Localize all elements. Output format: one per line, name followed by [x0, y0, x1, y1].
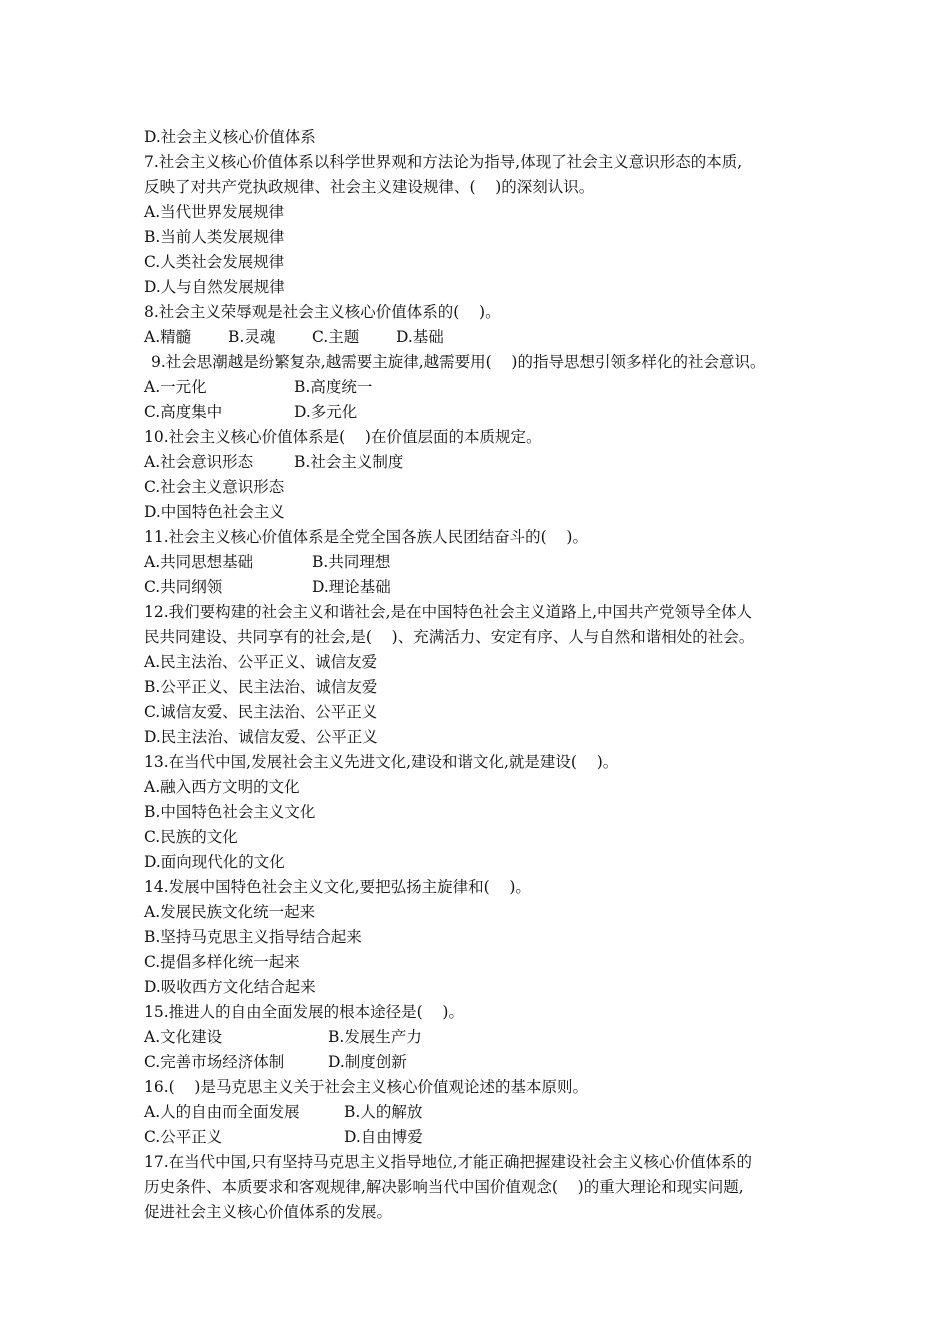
- q11-option-d: D.理论基础: [312, 578, 391, 596]
- q14-option-c: C.提倡多样化统一起来: [144, 953, 300, 971]
- q7-option-c: C.人类社会发展规律: [144, 253, 285, 271]
- q12-option-b: B.公平正义、民主法治、诚信友爱: [144, 678, 378, 696]
- q10-option-a: A.社会意识形态: [144, 453, 254, 471]
- q9-option-d: D.多元化: [294, 403, 358, 421]
- q14-option-b: B.坚持马克思主义指导结合起来: [144, 928, 362, 946]
- q13-option-a: A.融入西方文明的文化: [144, 778, 300, 796]
- q17-question-line-2: 历史条件、本质要求和客观规律,解决影响当代中国价值观念( )的重大理论和现实问题,: [144, 1178, 744, 1196]
- q8-question: 8.社会主义荣辱观是社会主义核心价值体系的( )。: [144, 303, 501, 321]
- q15-question: 15.推进人的自由全面发展的根本途径是( )。: [144, 1003, 464, 1021]
- q16-option-b: B.人的解放: [344, 1103, 423, 1121]
- q13-option-c: C.民族的文化: [144, 828, 238, 846]
- q15-option-c: C.完善市场经济体制: [144, 1053, 285, 1071]
- q10-question: 10.社会主义核心价值体系是( )在价值层面的本质规定。: [144, 428, 542, 446]
- q16-question: 16.( )是马克思主义关于社会主义核心价值观论述的基本原则。: [144, 1078, 588, 1096]
- q9-option-c: C.高度集中: [144, 403, 223, 421]
- q10-option-d: D.中国特色社会主义: [144, 503, 285, 521]
- q12-question-line-1: 12.我们要构建的社会主义和谐社会,是在中国特色社会主义道路上,中国共产党领导全体人: [144, 603, 753, 621]
- q12-option-a: A.民主法治、公平正义、诚信友爱: [144, 653, 378, 671]
- q9-question: 9.社会思潮越是纷繁复杂,越需要主旋律,越需要用( )的指导思想引领多样化的社会意识。: [151, 353, 766, 371]
- q10-option-c: C.社会主义意识形态: [144, 478, 285, 496]
- q7-option-d: D.人与自然发展规律: [144, 278, 285, 296]
- q7-question-line-1: 7.社会主义核心价值体系以科学世界观和方法论为指导,体现了社会主义意识形态的本质,: [144, 153, 743, 171]
- q15-option-d: D.制度创新: [328, 1053, 407, 1071]
- q6-option-d: D.社会主义核心价值体系: [144, 128, 316, 146]
- q11-option-c: C.共同纲领: [144, 578, 223, 596]
- q13-option-b: B.中国特色社会主义文化: [144, 803, 316, 821]
- q7-option-b: B.当前人类发展规律: [144, 228, 285, 246]
- q17-question-line-1: 17.在当代中国,只有坚持马克思主义指导地位,才能正确把握建设社会主义核心价值体系的: [144, 1153, 753, 1171]
- q11-question: 11.社会主义核心价值体系是全党全国各族人民团结奋斗的( )。: [144, 528, 588, 546]
- q13-option-d: D.面向现代化的文化: [144, 853, 285, 871]
- q8-option-b: B.灵魂: [228, 328, 276, 346]
- q15-option-a: A.文化建设: [144, 1028, 223, 1046]
- q16-option-d: D.自由博爱: [344, 1128, 423, 1146]
- q11-option-b: B.共同理想: [312, 553, 391, 571]
- q16-option-a: A.人的自由而全面发展: [144, 1103, 300, 1121]
- q12-option-d: D.民主法治、诚信友爱、公平正义: [144, 728, 378, 746]
- q15-option-b: B.发展生产力: [328, 1028, 422, 1046]
- q14-option-a: A.发展民族文化统一起来: [144, 903, 316, 921]
- q7-option-a: A.当代世界发展规律: [144, 203, 285, 221]
- q10-option-b: B.社会主义制度: [294, 453, 404, 471]
- q8-option-a: A.精髓: [144, 328, 192, 346]
- q14-option-d: D.吸收西方文化结合起来: [144, 978, 316, 996]
- q12-question-line-2: 民共同建设、共同享有的社会,是( )、充满活力、安定有序、人与自然和谐相处的社会。: [144, 628, 755, 646]
- q7-question-line-2: 反映了对共产党执政规律、社会主义建设规律、( )的深刻认识。: [144, 178, 595, 196]
- q8-option-c: C.主题: [312, 328, 360, 346]
- q12-option-c: C.诚信友爱、民主法治、公平正义: [144, 703, 378, 721]
- q17-question-line-3: 促进社会主义核心价值体系的发展。: [144, 1203, 393, 1221]
- q8-option-d: D.基础: [396, 328, 444, 346]
- q9-option-b: B.高度统一: [294, 378, 373, 396]
- q9-option-a: A.一元化: [144, 378, 207, 396]
- q13-question: 13.在当代中国,发展社会主义先进文化,建设和谐文化,就是建设( )。: [144, 753, 619, 771]
- q11-option-a: A.共同思想基础: [144, 553, 254, 571]
- q14-question: 14.发展中国特色社会主义文化,要把弘扬主旋律和( )。: [144, 878, 531, 896]
- q16-option-c: C.公平正义: [144, 1128, 223, 1146]
